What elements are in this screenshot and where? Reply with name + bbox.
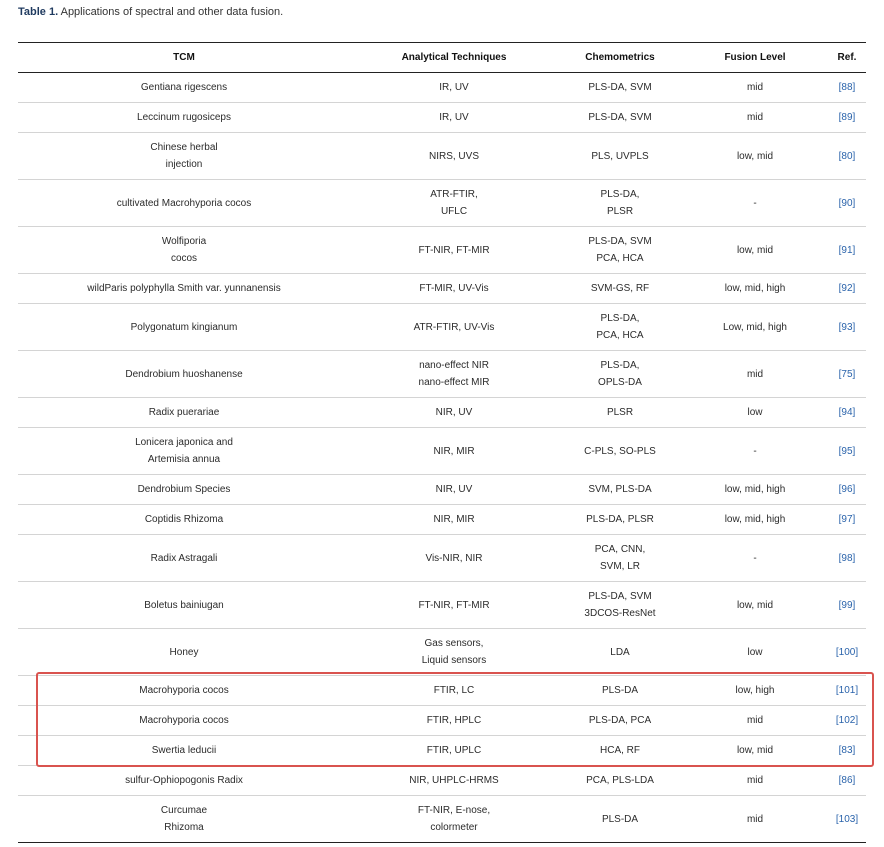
cell-fusion-level: -	[682, 180, 828, 227]
cell-ref	[828, 398, 866, 428]
data-fusion-table	[18, 42, 866, 843]
cell-tcm-line: Macrohyporia cocos	[139, 685, 229, 696]
cell-analytical-techniques	[350, 766, 558, 796]
cell-chemometrics	[558, 133, 682, 180]
cell-chemometrics-line: HCA, RF	[600, 745, 640, 756]
cell-ref	[828, 428, 866, 475]
cell-analytical-techniques-line: Vis-NIR, NIR	[425, 552, 483, 564]
cell-chemometrics-line: SVM-GS, RF	[590, 283, 650, 294]
cell-chemometrics-line: PLS-DA	[601, 685, 639, 696]
cell-tcm-line: Lonicera japonica and	[135, 437, 233, 448]
cell-tcm	[18, 103, 350, 133]
cell-tcm-line: Radix Astragali	[150, 552, 218, 564]
cell-tcm	[18, 736, 350, 766]
cell-fusion-level: mid	[682, 73, 828, 103]
reference-link[interactable]: [101]	[835, 685, 859, 696]
cell-tcm-line: Swertia leducii	[151, 745, 217, 756]
reference-link[interactable]: [103]	[835, 813, 859, 825]
reference-link[interactable]: [94]	[838, 407, 856, 418]
cell-analytical-techniques	[350, 535, 558, 582]
cell-ref	[828, 535, 866, 582]
cell-analytical-techniques	[350, 475, 558, 505]
cell-chemometrics	[558, 73, 682, 103]
cell-fusion-level: low, mid, high	[682, 274, 828, 304]
cell-tcm-line: Artemisia annua	[147, 454, 221, 465]
cell-analytical-techniques-line: NIR, MIR	[433, 445, 475, 457]
cell-chemometrics	[558, 180, 682, 227]
reference-link[interactable]: [91]	[838, 244, 856, 256]
cell-tcm-line: Polygonatum kingianum	[130, 321, 238, 333]
table-row	[18, 133, 866, 180]
cell-ref	[828, 796, 866, 843]
cell-tcm	[18, 180, 350, 227]
reference-link[interactable]: [97]	[838, 514, 856, 525]
cell-analytical-techniques-line: IR, UV	[439, 82, 469, 93]
cell-analytical-techniques-line: FTIR, LC	[433, 685, 475, 696]
cell-tcm-line: cocos	[170, 253, 198, 264]
cell-tcm	[18, 133, 350, 180]
cell-tcm	[18, 227, 350, 274]
cell-fusion-level: low	[682, 398, 828, 428]
cell-tcm	[18, 274, 350, 304]
cell-chemometrics	[558, 582, 682, 629]
cell-chemometrics	[558, 304, 682, 351]
reference-link[interactable]: [75]	[838, 368, 856, 380]
cell-fusion-level: -	[682, 428, 828, 475]
cell-chemometrics	[558, 736, 682, 766]
reference-link[interactable]: [80]	[838, 150, 856, 162]
cell-analytical-techniques-line: FT-MIR, UV-Vis	[419, 283, 489, 294]
table-row	[18, 582, 866, 629]
cell-analytical-techniques	[350, 133, 558, 180]
table-row	[18, 535, 866, 582]
cell-tcm-line: Curcumae	[160, 805, 208, 816]
cell-analytical-techniques	[350, 676, 558, 706]
cell-tcm-line: Dendrobium huoshanense	[125, 368, 243, 380]
cell-fusion-level: mid	[682, 103, 828, 133]
cell-analytical-techniques	[350, 796, 558, 843]
header-ref: Ref.	[828, 43, 866, 73]
cell-ref	[828, 475, 866, 505]
cell-chemometrics	[558, 227, 682, 274]
cell-fusion-level: mid	[682, 766, 828, 796]
cell-analytical-techniques-line: nano-effect NIR	[419, 360, 489, 371]
cell-ref	[828, 73, 866, 103]
cell-tcm	[18, 629, 350, 676]
cell-chemometrics-line: PLS-DA, SVM	[588, 236, 652, 247]
cell-tcm-line: Dendrobium Species	[137, 484, 231, 495]
cell-chemometrics-line: C-PLS, SO-PLS	[584, 445, 656, 457]
cell-ref	[828, 351, 866, 398]
cell-ref	[828, 736, 866, 766]
cell-analytical-techniques-line: IR, UV	[439, 112, 469, 123]
cell-tcm	[18, 766, 350, 796]
cell-analytical-techniques	[350, 351, 558, 398]
cell-chemometrics	[558, 505, 682, 535]
cell-analytical-techniques-line: FT-NIR, FT-MIR	[418, 244, 490, 256]
cell-analytical-techniques	[350, 582, 558, 629]
table-row	[18, 73, 866, 103]
cell-fusion-level: low	[682, 629, 828, 676]
cell-ref	[828, 133, 866, 180]
cell-tcm-line: Chinese herbal	[150, 142, 218, 153]
cell-tcm-line: wildParis polyphylla Smith var. yunnanensis	[87, 283, 281, 294]
cell-analytical-techniques-line: NIRS, UVS	[428, 150, 479, 162]
cell-fusion-level: low, mid	[682, 736, 828, 766]
cell-tcm	[18, 304, 350, 351]
header-tcm: TCM	[18, 43, 350, 73]
reference-link[interactable]: [86]	[838, 775, 856, 786]
cell-analytical-techniques-line: FTIR, UPLC	[426, 745, 482, 756]
cell-tcm	[18, 428, 350, 475]
reference-link[interactable]: [96]	[838, 484, 856, 495]
cell-analytical-techniques	[350, 274, 558, 304]
cell-chemometrics	[558, 766, 682, 796]
cell-ref	[828, 227, 866, 274]
cell-chemometrics-line: PCA, PLS-LDA	[586, 775, 654, 786]
reference-link[interactable]: [83]	[838, 745, 856, 756]
cell-chemometrics-line: PLS-DA, PCA	[588, 715, 652, 726]
reference-link[interactable]: [90]	[838, 197, 856, 209]
cell-chemometrics-line: PLS-DA	[601, 813, 639, 825]
cell-analytical-techniques	[350, 227, 558, 274]
cell-chemometrics-line: 3DCOS-ResNet	[584, 608, 656, 619]
cell-ref	[828, 304, 866, 351]
cell-chemometrics-line: SVM, LR	[599, 561, 640, 572]
cell-analytical-techniques-line: FTIR, HPLC	[426, 715, 482, 726]
table-row	[18, 505, 866, 535]
cell-fusion-level: low, mid	[682, 227, 828, 274]
cell-ref	[828, 706, 866, 736]
cell-ref	[828, 274, 866, 304]
cell-tcm	[18, 706, 350, 736]
cell-fusion-level: low, mid, high	[682, 475, 828, 505]
cell-analytical-techniques	[350, 398, 558, 428]
cell-tcm	[18, 475, 350, 505]
cell-chemometrics	[558, 676, 682, 706]
cell-tcm-line: Boletus bainiugan	[144, 599, 224, 611]
table-row	[18, 398, 866, 428]
table-row	[18, 676, 866, 706]
cell-chemometrics	[558, 629, 682, 676]
cell-ref	[828, 766, 866, 796]
cell-analytical-techniques-line: NIR, MIR	[433, 514, 475, 525]
cell-chemometrics-line: PLS-DA, SVM	[588, 112, 652, 123]
cell-analytical-techniques-line: UFLC	[440, 206, 468, 217]
table-row	[18, 180, 866, 227]
reference-link[interactable]: [95]	[838, 445, 856, 457]
cell-tcm	[18, 73, 350, 103]
cell-chemometrics	[558, 535, 682, 582]
table-body	[18, 73, 866, 843]
cell-analytical-techniques	[350, 428, 558, 475]
cell-chemometrics-line: PCA, HCA	[596, 253, 644, 264]
table-row	[18, 351, 866, 398]
cell-tcm	[18, 535, 350, 582]
cell-analytical-techniques-line: NIR, UV	[435, 407, 473, 418]
cell-tcm-line: Rhizoma	[164, 822, 204, 833]
reference-link[interactable]: [93]	[838, 321, 856, 333]
reference-link[interactable]: [98]	[838, 552, 856, 564]
cell-chemometrics-line: PCA, CNN,	[594, 544, 646, 555]
cell-ref	[828, 676, 866, 706]
cell-fusion-level: low, mid, high	[682, 505, 828, 535]
table-row	[18, 706, 866, 736]
table-header-row	[18, 43, 866, 73]
cell-tcm-line: Radix puerariae	[148, 407, 220, 418]
header-analytical-techniques: Analytical Techniques	[350, 43, 558, 73]
reference-link[interactable]: [92]	[838, 283, 856, 294]
cell-tcm-line: Macrohyporia cocos	[139, 715, 229, 726]
table-row	[18, 475, 866, 505]
table-row	[18, 629, 866, 676]
cell-tcm-line: Coptidis Rhizoma	[144, 514, 224, 525]
cell-chemometrics-line: PLS-DA, SVM	[588, 591, 652, 602]
cell-tcm	[18, 398, 350, 428]
cell-tcm	[18, 796, 350, 843]
cell-chemometrics-line: PLS-DA,	[600, 189, 640, 200]
reference-link[interactable]: [99]	[838, 599, 856, 611]
cell-chemometrics-line: LDA	[610, 646, 630, 658]
cell-fusion-level: mid	[682, 706, 828, 736]
cell-analytical-techniques-line: FT-NIR, E-nose,	[417, 805, 491, 816]
cell-analytical-techniques-line: Gas sensors,	[424, 638, 484, 649]
cell-fusion-level: Low, mid, high	[682, 304, 828, 351]
table-row	[18, 103, 866, 133]
cell-fusion-level: -	[682, 535, 828, 582]
header-chemometrics: Chemometrics	[558, 43, 682, 73]
header-fusion-level: Fusion Level	[682, 43, 828, 73]
table-caption-label: Table 1.	[18, 6, 59, 18]
cell-chemometrics-line: PLSR	[606, 407, 634, 418]
cell-tcm-line: sulfur-Ophiopogonis Radix	[125, 775, 243, 786]
cell-analytical-techniques-line: colormeter	[430, 822, 478, 833]
table-row	[18, 428, 866, 475]
table-row	[18, 766, 866, 796]
cell-tcm	[18, 351, 350, 398]
cell-tcm-line: Gentiana rigescens	[140, 82, 228, 93]
cell-analytical-techniques	[350, 304, 558, 351]
table-row	[18, 274, 866, 304]
cell-analytical-techniques	[350, 103, 558, 133]
cell-chemometrics-line: PLS-DA,	[600, 313, 640, 324]
cell-analytical-techniques-line: ATR-FTIR, UV-Vis	[413, 321, 495, 333]
cell-chemometrics-line: PLSR	[606, 206, 634, 217]
cell-analytical-techniques	[350, 629, 558, 676]
cell-tcm-line: Wolfiporia	[161, 236, 207, 247]
cell-analytical-techniques	[350, 73, 558, 103]
cell-chemometrics	[558, 398, 682, 428]
cell-ref	[828, 103, 866, 133]
cell-chemometrics-line: PLS-DA, SVM	[588, 82, 652, 93]
cell-tcm-line: injection	[165, 159, 203, 170]
cell-chemometrics	[558, 103, 682, 133]
cell-analytical-techniques-line: NIR, UV	[435, 484, 473, 495]
cell-analytical-techniques-line: NIR, UHPLC-HRMS	[409, 775, 499, 786]
cell-ref	[828, 582, 866, 629]
cell-chemometrics	[558, 428, 682, 475]
cell-chemometrics-line: PLS, UVPLS	[591, 150, 649, 162]
cell-chemometrics	[558, 351, 682, 398]
cell-fusion-level: mid	[682, 351, 828, 398]
cell-ref	[828, 180, 866, 227]
cell-analytical-techniques-line: nano-effect MIR	[418, 377, 490, 388]
table-row	[18, 304, 866, 351]
cell-chemometrics	[558, 706, 682, 736]
reference-link[interactable]: [89]	[838, 112, 856, 123]
cell-analytical-techniques	[350, 736, 558, 766]
reference-link[interactable]: [88]	[838, 82, 856, 93]
cell-tcm-line: Honey	[169, 646, 199, 658]
cell-chemometrics-line: PLS-DA,	[600, 360, 640, 371]
table-row	[18, 227, 866, 274]
cell-chemometrics	[558, 796, 682, 843]
cell-analytical-techniques	[350, 706, 558, 736]
cell-tcm-line: cultivated Macrohyporia cocos	[116, 197, 252, 209]
cell-tcm	[18, 676, 350, 706]
table-row	[18, 736, 866, 766]
table-caption-text: Applications of spectral and other data fusion.	[58, 6, 284, 18]
cell-ref	[828, 629, 866, 676]
cell-analytical-techniques-line: FT-NIR, FT-MIR	[418, 599, 490, 611]
cell-analytical-techniques-line: Liquid sensors	[421, 655, 487, 666]
cell-chemometrics-line: PCA, HCA	[596, 330, 644, 341]
cell-tcm	[18, 505, 350, 535]
cell-chemometrics-line: SVM, PLS-DA	[588, 484, 652, 495]
cell-tcm	[18, 582, 350, 629]
cell-chemometrics-line: OPLS-DA	[598, 377, 642, 388]
cell-analytical-techniques-line: ATR-FTIR,	[430, 189, 478, 200]
table-caption	[18, 4, 283, 20]
cell-analytical-techniques	[350, 505, 558, 535]
cell-tcm-line: Leccinum rugosiceps	[137, 112, 231, 123]
cell-fusion-level: low, mid	[682, 582, 828, 629]
cell-fusion-level: mid	[682, 796, 828, 843]
reference-link[interactable]: [100]	[835, 646, 859, 658]
cell-chemometrics	[558, 475, 682, 505]
cell-analytical-techniques	[350, 180, 558, 227]
table-row	[18, 796, 866, 843]
cell-fusion-level: low, mid	[682, 133, 828, 180]
cell-ref	[828, 505, 866, 535]
cell-chemometrics-line: PLS-DA, PLSR	[586, 514, 654, 525]
cell-chemometrics	[558, 274, 682, 304]
reference-link[interactable]: [102]	[835, 715, 859, 726]
cell-fusion-level: low, high	[682, 676, 828, 706]
